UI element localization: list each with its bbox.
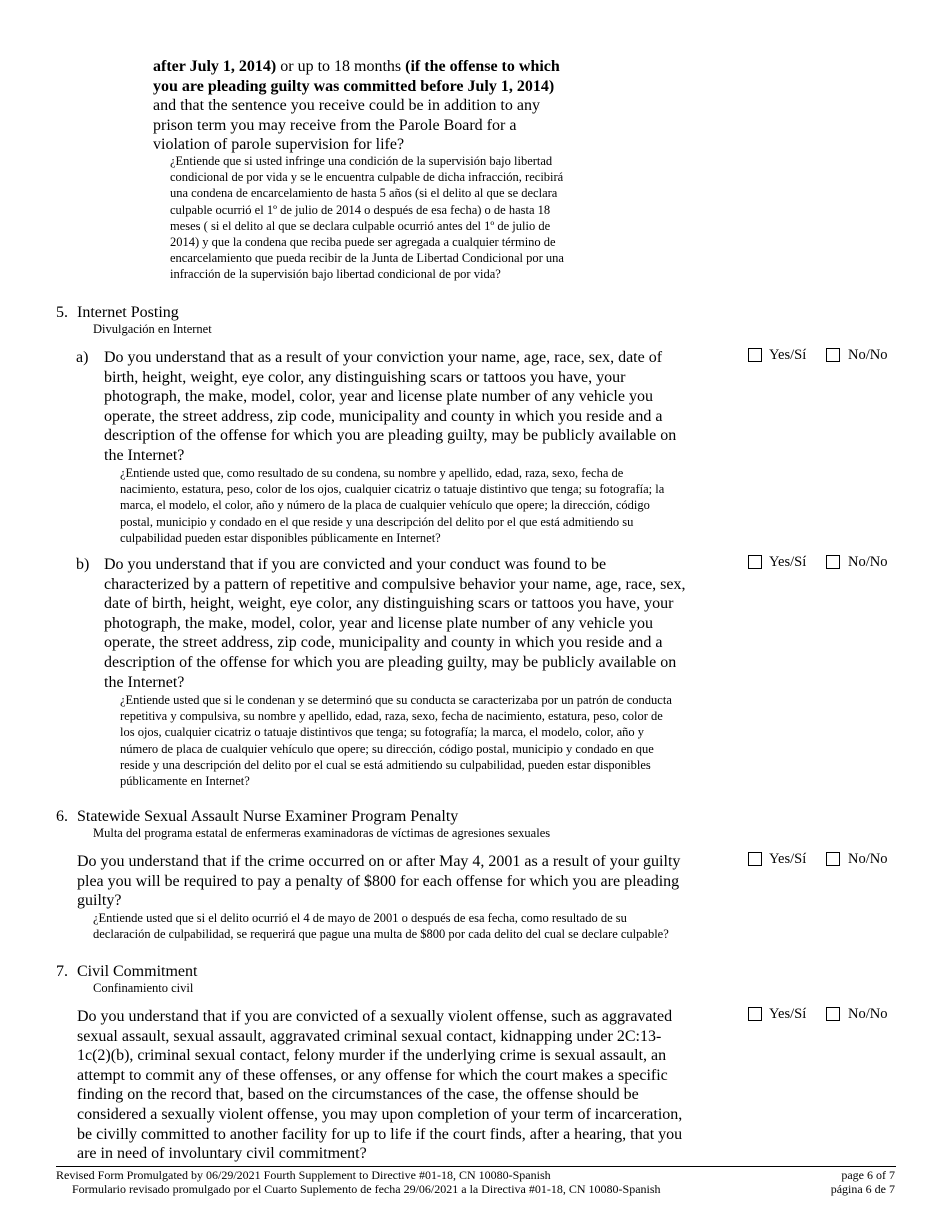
no-label: No/No [848,1006,888,1022]
text-segment: prison term you may receive from the Parole Board for a [153,116,517,134]
answer-6 [748,851,898,871]
text-line: photograph, the make, model, color, year and license plate number of any vehicle you [104,388,653,406]
text-line: Do you understand that if you are convicted of a sexually violent offense, such as aggravated [77,1008,673,1025]
text-line: culpable ocurrió el 1º de julio de 2014 o después de esa fecha) o de hasta 18 [170,202,551,217]
text-line: photograph, the make, model, color, year and license plate number of any vehicle you [104,614,653,632]
footer-revision-en: Revised Form Promulgated by 06/29/2021 Fourth Supplement to Directive #01-18, CN 10080-Spanish [56,1168,551,1182]
no-checkbox-5a[interactable] [826,348,840,362]
question-6-es [93,910,753,942]
text-line: the Internet? [104,446,185,464]
section-5-subtitle: Divulgación en Internet [93,322,212,336]
section-6-number: 6. [56,808,68,825]
text-line: públicamente en Internet? [120,774,250,789]
text-line: Do you understand that as a result of your conviction your name, age, race, sex, date of [104,349,663,366]
question-5a-letter: a) [76,349,89,366]
text-segment: or up to 18 months [276,58,406,75]
question-5b-es [120,692,750,789]
text-line: description of the offense for which you are pleading guilty, may be publicly available on [104,427,677,445]
answer-5b [748,554,898,574]
text-line: los ojos, cualquier cicatriz o tatuaje distintivos que tenga; su fotografía; la marca, el modelo, color, año y [120,725,644,740]
text-line: plea you will be required to pay a penalty of $800 for each offense for which you are pleading [77,872,680,890]
section-7-subtitle: Confinamiento civil [93,981,194,995]
text-line: sexual assault, sexual assault, aggravated criminal sexual contact, kidnapping under 2C:13- [77,1027,662,1045]
yes-checkbox-5b[interactable] [748,555,762,569]
text-line: 1c(2)(b), criminal sexual contact, felony murder if the underlying crime is sexual assault, an [77,1047,667,1065]
text-line: nacimiento, estatura, peso, color de los ojos, cualquier cicatriz o tatuaje distintivo que tenga; su fotografía; la [120,482,665,497]
text-line: una condena de encarcelamiento de hasta 5 años (si el delito al que se declara [170,186,558,201]
text-line: the Internet? [104,673,185,691]
text-line: reside y una descripción del delito por el cual se está admitiendo su culpabilidad, pueden estar disponibles [120,757,651,772]
answer-5a [748,347,898,367]
no-checkbox-6[interactable] [826,852,840,866]
yes-checkbox-6[interactable] [748,852,762,866]
text-line: attempt to commit any of these offenses, or any offense for which the court makes a specific [77,1066,668,1084]
text-line: characterized by a pattern of repetitive and compulsive behavior your name, age, race, sex, [104,575,686,593]
text-line: infracción de la supervisión bajo libertad condicional de por vida? [170,267,501,282]
section-6-subtitle: Multa del programa estatal de enfermeras examinadoras de víctimas de agresiones sexuales [93,826,551,840]
text-line: birth, height, weight, eye color, any distinguishing scars or tattoos you have, your [104,368,626,386]
text-line: guilty? [77,892,122,910]
no-checkbox-5b[interactable] [826,555,840,569]
text-segment: and that the sentence you receive could be in addition to any [153,97,540,115]
continuation-question-en [153,57,613,155]
text-line: operate, the street address, zip code, municipality and county in which you reside and a [104,407,663,425]
yes-checkbox-5a[interactable] [748,348,762,362]
text-line: operate, the street address, zip code, municipality and county in which you reside and a [104,634,663,652]
text-line: ¿Entiende usted que si le condenan y se determinó que su conducta se caracterizaba por un patrón de conducta [120,693,672,707]
section-7-number: 7. [56,963,68,980]
continuation-question-es [170,153,630,283]
question-5b-letter: b) [76,556,90,573]
footer-page-number-en: page 6 of 7 [841,1168,895,1182]
text-line: Do you understand that if you are convicted and your conduct was found to be [104,556,607,573]
yes-label: Yes/Sí [769,347,807,363]
yes-checkbox-7[interactable] [748,1007,762,1021]
text-line: considered a sexually violent offense, you may upon completion of your term of incarceration, [77,1105,683,1123]
text-line: description of the offense for which you are pleading guilty, may be publicly available on [104,653,677,671]
text-line [153,77,613,97]
footer-revision-es: Formulario revisado promulgado por el Cuarto Suplemento de fecha 29/06/2021 a la Directiva #01-18, CN 10080-Spanish [72,1182,661,1196]
question-5a-es [120,465,750,546]
text-line: meses ( si el delito al que se declara culpable ocurrió antes del 1º de julio de [170,218,551,233]
question-5b-en [104,555,734,692]
bold-text: (if the offense to which [405,58,560,75]
text-line: ¿Entiende que si usted infringe una condición de la supervisión bajo libertad [170,154,553,168]
yes-label: Yes/Sí [769,1006,807,1022]
text-line: marca, el modelo, el color, año y número de la placa de cualquier vehículo que opere; la dirección, código [120,498,650,513]
no-label: No/No [848,851,888,867]
footer-divider [56,1166,896,1167]
text-line: culpabilidad pueden estar disponibles públicamente en Internet? [120,530,441,545]
text-line: Do you understand that if the crime occurred on or after May 4, 2001 as a result of your guilty [77,853,681,870]
text-line: condicional de por vida y se le encuentra culpable de dicha infracción, recibirá [170,170,564,185]
answer-7 [748,1006,898,1026]
no-checkbox-7[interactable] [826,1007,840,1021]
footer-page-number-es: página 6 de 7 [830,1182,895,1196]
question-5a-en [104,348,734,466]
bold-text: after July 1, 2014) [153,58,277,75]
section-5-title: Internet Posting [77,304,179,321]
section-6-title: Statewide Sexual Assault Nurse Examiner Program Penalty [77,808,459,825]
text-line: are in need of involuntary civil commitment? [77,1145,367,1163]
text-line: ¿Entiende usted que, como resultado de su condena, su nombre y apellido, edad, raza, sexo, fecha de [120,466,624,480]
bold-text: you are pleading guilty was committed before July 1, 2014) [153,77,555,95]
text-line [153,96,613,116]
section-5-number: 5. [56,304,68,321]
text-line: ¿Entiende usted que si el delito ocurrió el 4 de mayo de 2001 o después de esa fecha, como resultado de su [93,911,627,925]
yes-label: Yes/Sí [769,554,807,570]
text-line: número de placa de cualquier vehículo que opere; su dirección, código postal, municipio y condado en que [120,741,654,756]
text-line: be civilly committed to another facility for up to life if the court finds, after a hearing, that you [77,1125,683,1143]
text-line: finding on the record that, based on the circumstances of the case, the offense should be [77,1086,639,1104]
no-label: No/No [848,554,888,570]
text-segment: violation of parole supervision for life? [153,136,405,154]
text-line: 2014) y que la condena que reciba puede ser agregada a cualquier término de [170,235,556,250]
text-line: repetitiva y compulsiva, su nombre y apellido, edad, raza, sexo, fecha de nacimiento, estatura, peso, color de [120,709,663,724]
text-line: date of birth, height, weight, eye color, any distinguishing scars or tattoos you have, your [104,595,674,613]
no-label: No/No [848,347,888,363]
yes-label: Yes/Sí [769,851,807,867]
question-6-en [77,852,737,911]
text-line: encarcelamiento que pueda recibir de la Junta de Libertad Condicional por una [170,251,564,266]
text-line: declaración de culpabilidad, se requerirá que pague una multa de $800 por cada delito del cual se declare culpable? [93,927,669,942]
text-line [153,116,613,136]
text-line [153,57,613,77]
section-7-title: Civil Commitment [77,963,198,980]
question-7-en [77,1007,737,1164]
text-line: postal, municipio y condado en el que reside y una descripción del delito por el que está admitiendo su [120,514,634,529]
